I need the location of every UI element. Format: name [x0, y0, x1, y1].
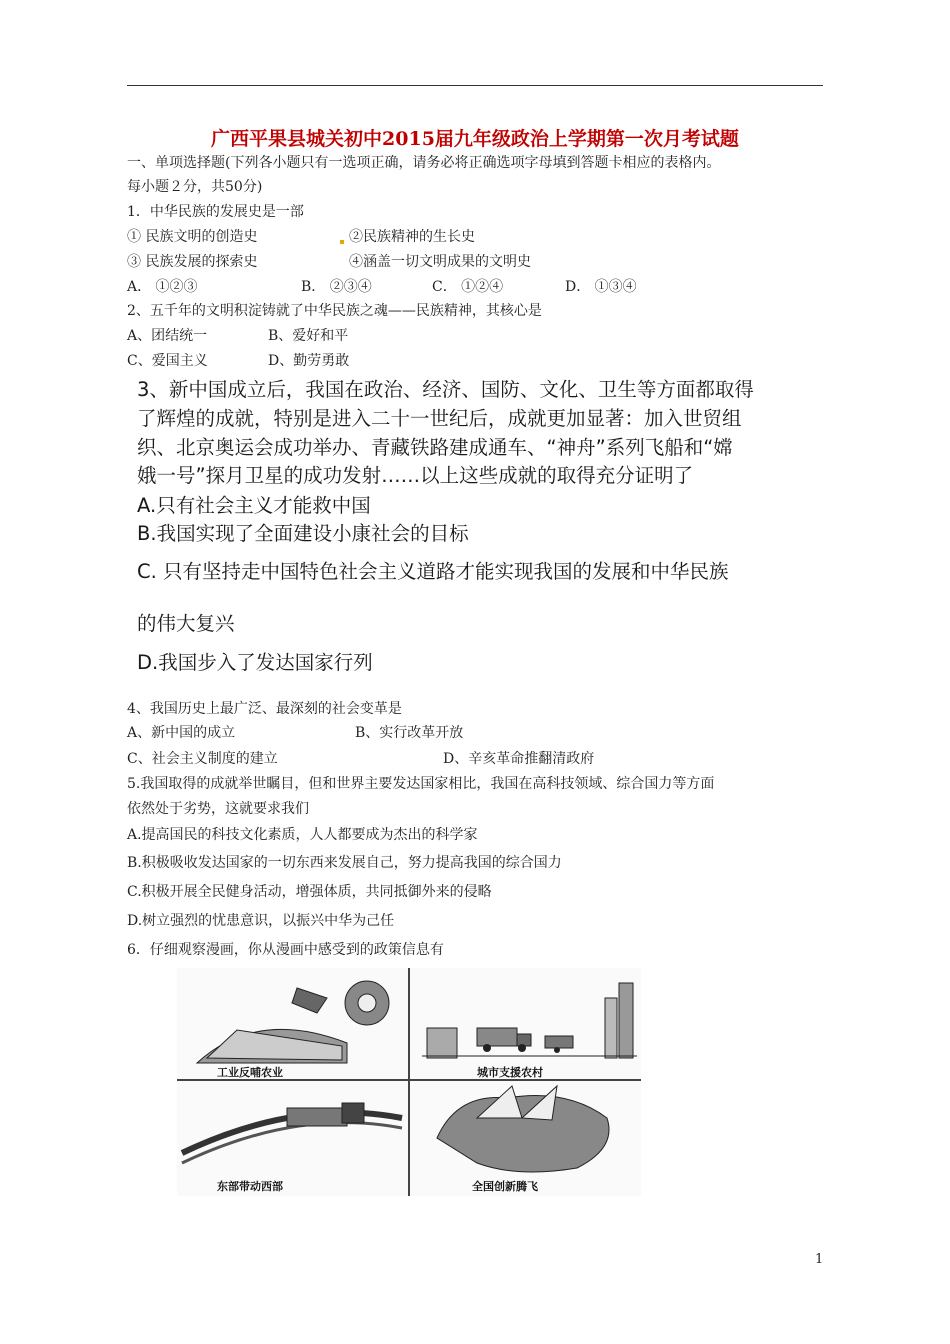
q3-stem-line2: 了辉煌的成就，特别是进入二十一世纪后，成就更加显著：加入世贸组	[137, 407, 742, 430]
q2-option-c: C、爱国主义	[127, 353, 208, 369]
q5-stem-line1: 5.我国取得的成就举世瞩目，但和世界主要发达国家相比，我国在高科技领域、综合国力等方面	[127, 776, 715, 792]
q3-option-d: D.我国步入了发达国家行列	[137, 651, 373, 674]
header-rule	[127, 85, 823, 86]
exam-title: 广西平果县城关初中2015届九年级政治上学期第一次月考试题	[211, 128, 739, 150]
q1-option-c: C． ①②④	[432, 279, 504, 295]
q3-option-b: B.我国实现了全面建设小康社会的目标	[137, 522, 469, 545]
q4-option-d: D、辛亥革命推翻清政府	[443, 751, 595, 767]
q1-option-b: B． ②③④	[301, 279, 372, 295]
q5-stem-line2: 依然处于劣势，这就要求我们	[127, 801, 309, 817]
q1-item-4: ④涵盖一切文明成果的文明史	[349, 254, 531, 270]
panel-3-caption: 东部带动西部	[217, 1180, 283, 1193]
q3-option-c-line1: C. 只有坚持走中国特色社会主义道路才能实现我国的发展和中华民族	[137, 560, 729, 583]
q1-item-3: ③ 民族发展的探索史	[127, 254, 258, 270]
q5-option-c: C.积极开展全民健身活动，增强体质，共同抵御外来的侵略	[127, 884, 492, 900]
q2-option-b: B、爱好和平	[268, 328, 349, 344]
section-heading-line1: 一、单项选择题(下列各小题只有一选项正确，请务必将正确选项字母填到答题卡相应的表格内。	[127, 155, 721, 171]
q2-stem: 2、五千年的文明积淀铸就了中华民族之魂——民族精神，其核心是	[127, 303, 542, 319]
q6-stem: 6．仔细观察漫画，你从漫画中感受到的政策信息有	[127, 942, 444, 958]
q4-option-a: A、新中国的成立	[127, 725, 236, 741]
q4-stem: 4、我国历史上最广泛、最深刻的社会变革是	[127, 701, 402, 717]
q3-stem-line4: 娥一号”探月卫星的成功发射……以上这些成就的取得充分证明了	[137, 464, 694, 487]
panel-1-caption: 工业反哺农业	[217, 1066, 283, 1079]
stray-mark	[340, 240, 344, 244]
section-heading-line2: 每小题２分，共50分)	[127, 179, 263, 195]
q2-option-d: D、勤劳勇敢	[268, 353, 350, 369]
q1-option-d: D． ①③④	[565, 279, 637, 295]
q3-stem-line3: 织、北京奥运会成功举办、青藏铁路建成通车、“神舟”系列飞船和“嫦	[137, 436, 733, 459]
q1-stem: 1．中华民族的发展史是一部	[127, 204, 304, 220]
q3-option-a: A.只有社会主义才能救中国	[137, 494, 371, 517]
q1-item-2: ②民族精神的生长史	[349, 229, 475, 245]
page-number: 1	[815, 1252, 824, 1267]
q4-option-b: B、实行改革开放	[355, 725, 464, 741]
q4-option-c: C、社会主义制度的建立	[127, 751, 278, 767]
policy-cartoon	[177, 968, 641, 1196]
q5-option-d: D.树立强烈的忧患意识，以振兴中华为己任	[127, 913, 395, 929]
q1-option-a: A． ①②③	[127, 279, 198, 295]
q1-item-1: ① 民族文明的创造史	[127, 229, 258, 245]
q2-option-a: A、团结统一	[127, 328, 208, 344]
q3-stem-line1: 3、新中国成立后，我国在政治、经济、国防、文化、卫生等方面都取得	[137, 378, 754, 401]
q5-option-b: B.积极吸收发达国家的一切东西来发展自己，努力提高我国的综合国力	[127, 855, 562, 871]
q3-option-c-line2: 的伟大复兴	[137, 612, 235, 635]
q5-option-a: A.提高国民的科技文化素质，人人都要成为杰出的科学家	[127, 827, 478, 843]
panel-2-caption: 城市支援农村	[477, 1066, 543, 1079]
panel-4-caption: 全国创新腾飞	[472, 1180, 538, 1193]
